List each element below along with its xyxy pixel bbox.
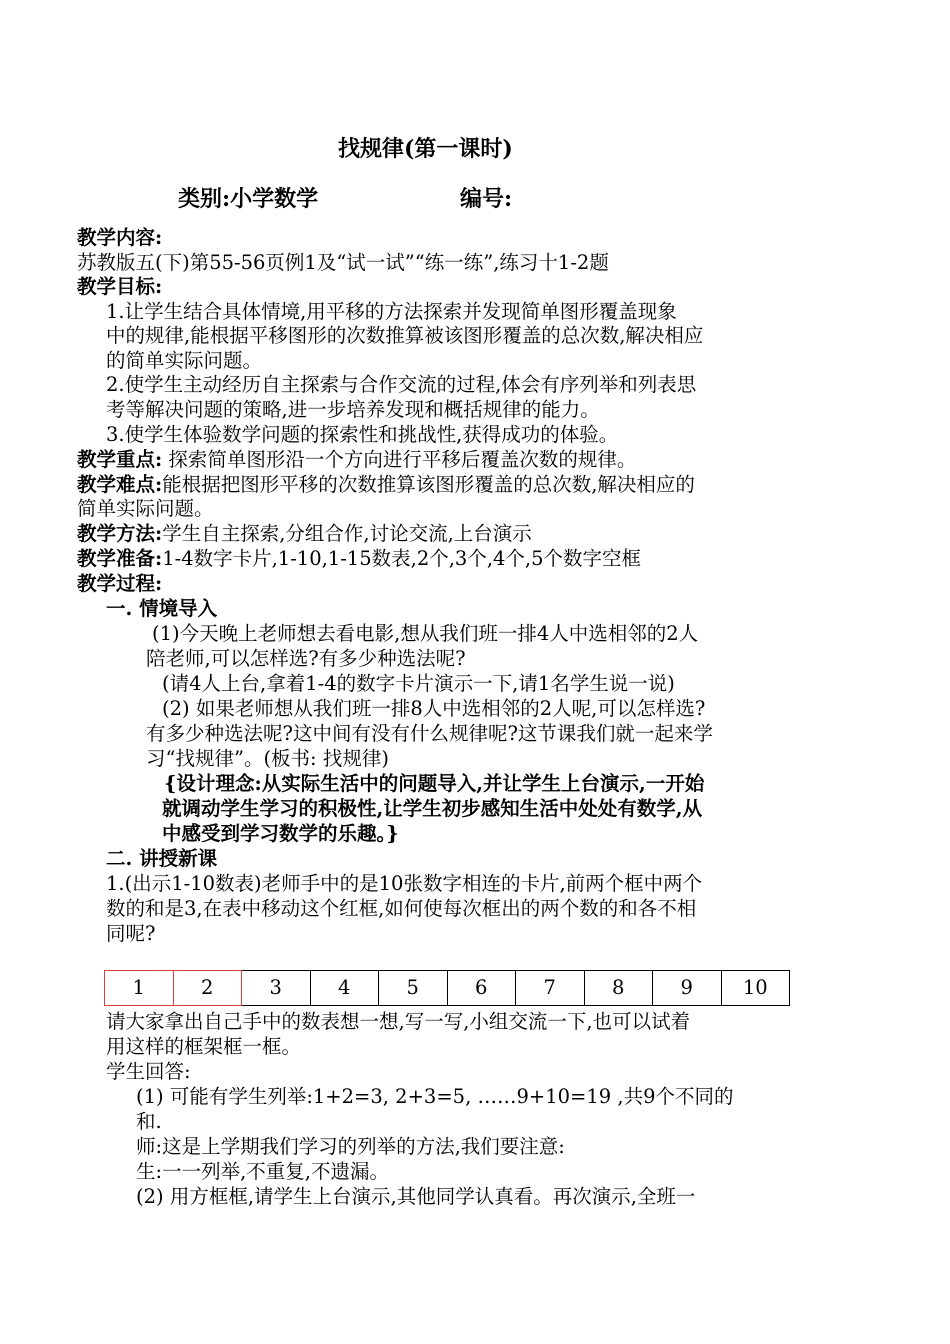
number-cell: 3 bbox=[242, 971, 311, 1006]
answer-line: (1) 可能有学生列举:1+2=3, 2+3=5, ……9+10=19 ,共9个不同的 bbox=[136, 1085, 734, 1108]
goal-line: 考等解决问题的策略,进一步培养发现和概括规律的能力。 bbox=[106, 398, 600, 421]
number-cell: 9 bbox=[653, 971, 722, 1006]
section1-line: (2) 如果老师想从我们班一排8人中选相邻的2人呢,可以怎样选? bbox=[162, 697, 706, 720]
key-point-row bbox=[77, 448, 636, 473]
content-text: 苏教版五(下)第55-56页例1及“试一试”“练一练”,练习十1-2题 bbox=[77, 251, 609, 274]
goal-line: 2.使学生主动经历自主探索与合作交流的过程,体会有序列举和列表思 bbox=[106, 373, 697, 396]
section2-after-line: 学生回答: bbox=[106, 1060, 191, 1083]
answer-line: 和. bbox=[136, 1110, 162, 1133]
prep-label: 教学准备: bbox=[77, 547, 163, 570]
page-title: 找规律(第一课时) bbox=[338, 136, 513, 162]
number-cell: 4 bbox=[310, 971, 379, 1006]
method-label: 教学方法: bbox=[77, 522, 163, 545]
prep-text: 1-4数字卡片,1-10,1-15数表,2个,3个,4个,5个数字空框 bbox=[162, 547, 642, 570]
difficulty-label: 教学难点: bbox=[77, 473, 163, 496]
difficulty-text: 能根据把图形平移的次数推算该图形覆盖的总次数,解决相应的 bbox=[162, 473, 695, 496]
number-cell: 10 bbox=[721, 971, 790, 1006]
prep-row bbox=[77, 547, 641, 572]
design-note-line: 中感受到学习数学的乐趣。} bbox=[162, 822, 399, 845]
answer-line: (2) 用方框框,请学生上台演示,其他同学认真看。再次演示,全班一 bbox=[136, 1185, 696, 1208]
design-note-line: {设计理念:从实际生活中的问题导入,并让学生上台演示,一开始 bbox=[164, 772, 705, 795]
number-table-row bbox=[105, 971, 790, 1006]
section2-after-line: 请大家拿出自己手中的数表想一想,写一写,小组交流一下,也可以试着 bbox=[106, 1010, 691, 1033]
section1-line: 习“找规律”。(板书: 找规律) bbox=[146, 747, 389, 770]
content-label: 教学内容: bbox=[77, 226, 163, 249]
design-note-line: 就调动学生学习的积极性,让学生初步感知生活中处处有数学,从 bbox=[162, 797, 703, 820]
goal-line: 的简单实际问题。 bbox=[106, 349, 263, 372]
section2-intro-line: 1.(出示1-10数表)老师手中的是10张数字相连的卡片,前两个框中两个 bbox=[106, 872, 703, 895]
category-label: 类别:小学数学 bbox=[178, 186, 319, 212]
number-cell-framed: 1 bbox=[105, 971, 174, 1006]
number-label: 编号: bbox=[460, 186, 513, 212]
section2-intro-line: 同呢? bbox=[106, 922, 156, 945]
section1-line: 有多少种选法呢?这中间有没有什么规律呢?这节课我们就一起来学 bbox=[146, 722, 713, 745]
number-table bbox=[104, 970, 790, 1006]
number-cell: 8 bbox=[584, 971, 653, 1006]
number-cell: 6 bbox=[447, 971, 516, 1006]
difficulty-text-cont: 简单实际问题。 bbox=[77, 497, 214, 520]
goal-line: 1.让学生结合具体情境,用平移的方法探索并发现简单图形覆盖现象 bbox=[106, 300, 677, 323]
method-text: 学生自主探索,分组合作,讨论交流,上台演示 bbox=[162, 522, 532, 545]
method-row bbox=[77, 522, 532, 547]
number-cell: 5 bbox=[379, 971, 448, 1006]
section1-line: 陪老师,可以怎样选?有多少种选法呢? bbox=[146, 647, 466, 670]
number-cell-framed: 2 bbox=[173, 971, 242, 1006]
key-point-text: 探索简单图形沿一个方向进行平移后覆盖次数的规律。 bbox=[162, 448, 637, 471]
goals-label: 教学目标: bbox=[77, 275, 163, 298]
answer-line: 生:一一列举,不重复,不遗漏。 bbox=[136, 1160, 389, 1183]
section1-line: (1)今天晚上老师想去看电影,想从我们班一排4人中选相邻的2人 bbox=[152, 622, 699, 645]
section2-after-line: 用这样的框架框一框。 bbox=[106, 1035, 302, 1058]
answer-line: 师:这是上学期我们学习的列举的方法,我们要注意: bbox=[136, 1135, 565, 1158]
section1-heading: 一. 情境导入 bbox=[106, 597, 218, 620]
section2-heading: 二. 讲授新课 bbox=[106, 847, 218, 870]
goal-line: 中的规律,能根据平移图形的次数推算被该图形覆盖的总次数,解决相应 bbox=[106, 324, 704, 347]
section2-intro-line: 数的和是3,在表中移动这个红框,如何使每次框出的两个数的和各不相 bbox=[106, 897, 697, 920]
difficulty-row bbox=[77, 473, 695, 498]
number-cell: 7 bbox=[516, 971, 585, 1006]
key-point-label: 教学重点: bbox=[77, 448, 163, 471]
goal-line: 3.使学生体验数学问题的探索性和挑战性,获得成功的体验。 bbox=[106, 423, 619, 446]
process-label: 教学过程: bbox=[77, 572, 163, 595]
section1-line: (请4人上台,拿着1-4的数字卡片演示一下,请1名学生说一说) bbox=[162, 672, 675, 695]
